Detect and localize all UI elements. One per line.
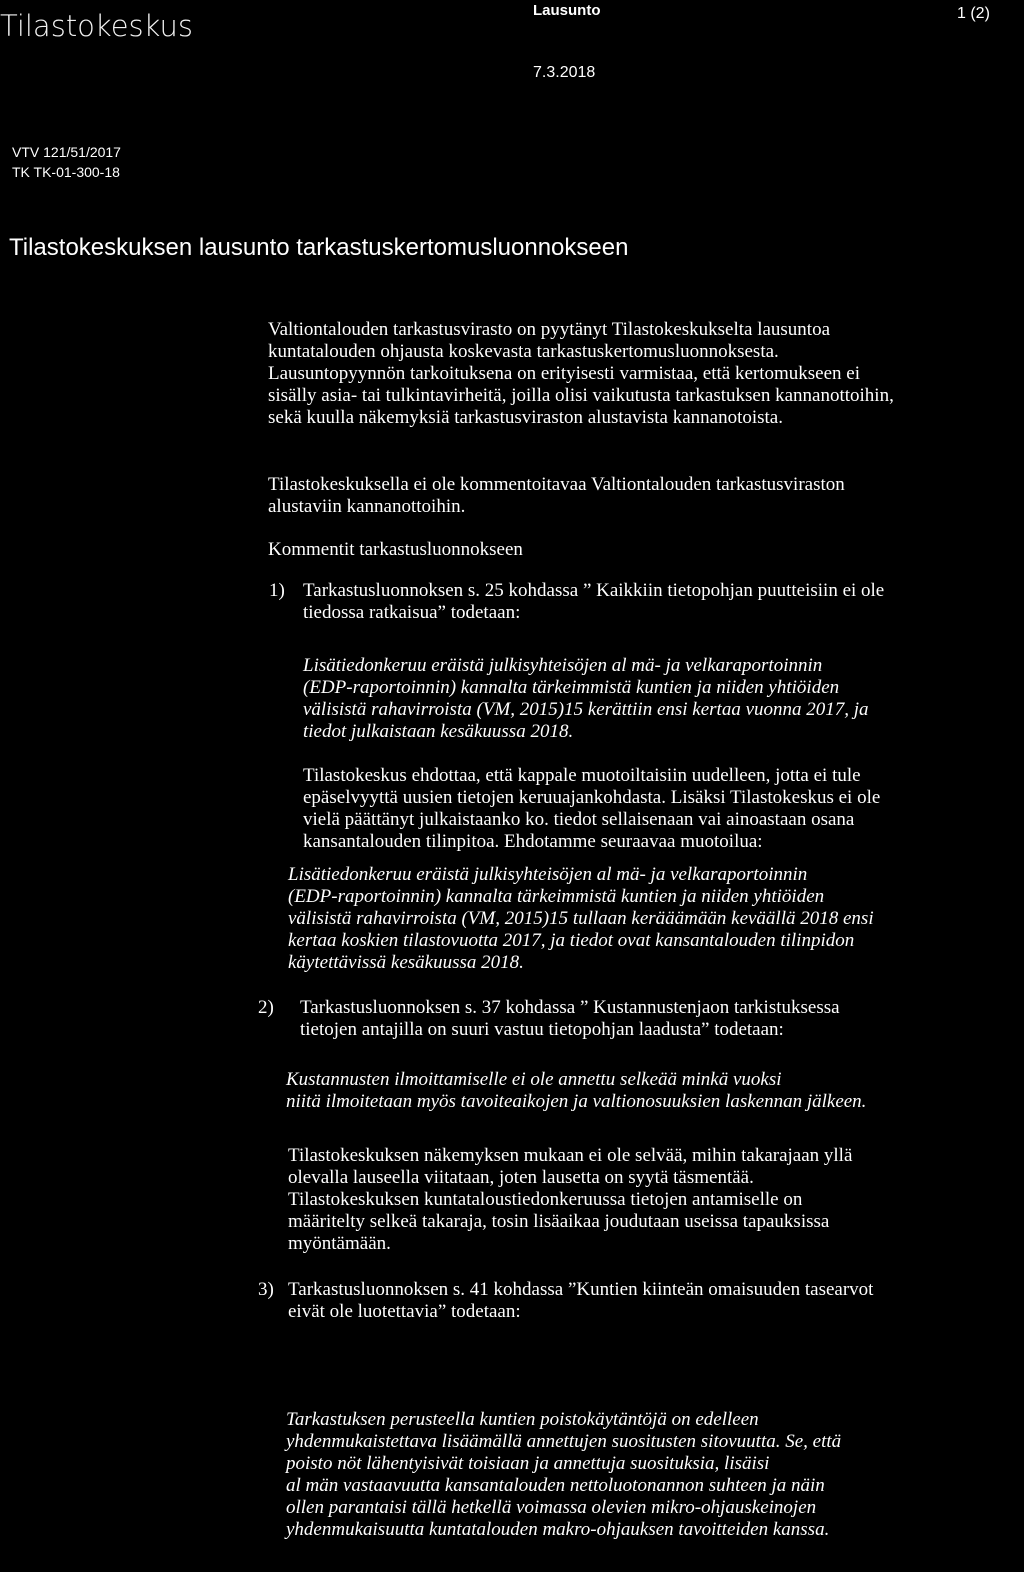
document-type: Lausunto bbox=[533, 2, 601, 19]
text-line: myöntämään. bbox=[288, 1233, 391, 1254]
item-quote bbox=[286, 1069, 866, 1113]
text-line: Lisätiedonkeruu eräistä julkisyhteisöjen al mä- ja velkaraportoinnin bbox=[303, 655, 823, 676]
reference-vtv: VTV 121/51/2017 bbox=[12, 144, 121, 160]
logo-text: Tilastokeskus bbox=[0, 9, 194, 43]
comments-heading: Kommentit tarkastusluonnokseen bbox=[268, 539, 523, 560]
item-intro bbox=[288, 1279, 873, 1323]
text-line: Tarkastusluonnoksen s. 37 kohdassa ” Kustannustenjaon tarkistuksessa bbox=[300, 997, 840, 1018]
item-number: 3) bbox=[258, 1279, 274, 1300]
document-date: 7.3.2018 bbox=[533, 64, 596, 81]
text-line: alustaviin kannanottoihin. bbox=[268, 496, 466, 517]
text-line: Tarkastuksen perusteella kuntien poistokäytäntöjä on edelleen bbox=[286, 1409, 759, 1430]
text-line: tiedot julkaistaan kesäkuussa 2018. bbox=[303, 721, 574, 742]
text-line: yhdenmukaisuutta kuntatalouden makro-ohjauksen tavoitteiden kanssa. bbox=[286, 1519, 830, 1540]
text-line: Kustannusten ilmoittamiselle ei ole annettu selkeää minkä vuoksi bbox=[286, 1069, 782, 1090]
item-number: 1) bbox=[269, 580, 285, 601]
item-quote bbox=[286, 1409, 841, 1541]
text-line: kansantalouden tilinpitoa. Ehdotamme seuraavaa muotoilua: bbox=[303, 831, 763, 852]
reference-tk: TK TK-01-300-18 bbox=[12, 164, 120, 180]
text-line: kertaa koskien tilastovuotta 2017, ja tiedot ovat kansantalouden tilinpidon bbox=[288, 930, 855, 951]
text-line: välisistä rahavirroista (VM, 2015)15 kerättiin ensi kertaa vuonna 2017, ja bbox=[303, 699, 869, 720]
text-line: käytettävissä kesäkuussa 2018. bbox=[288, 952, 524, 973]
text-line: välisistä rahavirroista (VM, 2015)15 tullaan kerääämään keväällä 2018 ensi bbox=[288, 908, 874, 929]
text-line: sisälly asia- tai tulkintavirheitä, joilla olisi vaikutusta tarkastuksen kannanottoihin, bbox=[268, 385, 894, 406]
text-line: epäselvyyttä uusien tietojen keruuajankohdasta. Lisäksi Tilastokeskus ei ole bbox=[303, 787, 881, 808]
text-line: (EDP-raportoinnin) kannalta tärkeimmistä kuntien ja niiden yhtiöiden bbox=[288, 886, 825, 907]
text-line: tiedossa ratkaisua” todetaan: bbox=[303, 602, 521, 623]
text-line: Lisätiedonkeruu eräistä julkisyhteisöjen al mä- ja velkaraportoinnin bbox=[288, 864, 808, 885]
text-line: ollen parantaisi tällä hetkellä voimassa olevien mikro-ohjauskeinojen bbox=[286, 1497, 817, 1518]
page-number: 1 (2) bbox=[957, 5, 990, 22]
text-line: Tilastokeskuksella ei ole kommentoitavaa Valtiontalouden tarkastusviraston bbox=[268, 474, 845, 495]
text-line: Valtiontalouden tarkastusvirasto on pyytänyt Tilastokeskukselta lausuntoa bbox=[268, 319, 831, 340]
text-line: eivät ole luotettavia” todetaan: bbox=[288, 1301, 521, 1322]
item-number: 2) bbox=[258, 997, 274, 1018]
item-quote bbox=[303, 655, 869, 743]
text-line: kuntatalouden ohjausta koskevasta tarkastuskertomusluonnoksesta. bbox=[268, 341, 779, 362]
text-line: Lausuntopyynnön tarkoituksena on erityisesti varmistaa, että kertomukseen ei bbox=[268, 363, 861, 384]
text-line: Tilastokeskuksen näkemyksen mukaan ei ole selvää, mihin takarajaan yllä bbox=[288, 1145, 853, 1166]
text-line: määritelty selkeä takaraja, tosin lisäaikaa joudutaan useissa tapauksissa bbox=[288, 1211, 830, 1232]
text-line: olevalla lauseella viitataan, joten lausetta on syytä täsmentää. bbox=[288, 1167, 754, 1188]
item-comment bbox=[288, 1145, 852, 1255]
document-title: Tilastokeskuksen lausunto tarkastuskertomusluonnokseen bbox=[9, 234, 629, 261]
item-intro bbox=[300, 997, 840, 1041]
intro-paragraph bbox=[268, 319, 1024, 429]
text-line: Tilastokeskuksen kuntataloustiedonkeruussa tietojen antamiselle on bbox=[288, 1189, 803, 1210]
text-line: poisto nöt lähentyisivät toisiaan ja annettuja suosituksia, lisäisi bbox=[286, 1453, 770, 1474]
text-line: vielä päättänyt julkaistaanko ko. tiedot sellaisenaan vai ainoastaan osana bbox=[303, 809, 855, 830]
item-quote bbox=[288, 864, 874, 974]
item-comment bbox=[303, 765, 880, 853]
item-intro bbox=[303, 580, 884, 624]
text-line: Tilastokeskus ehdottaa, että kappale muotoiltaisiin uudelleen, jotta ei tule bbox=[303, 765, 861, 786]
text-line: sekä kuulla näkemyksiä tarkastusviraston alustavista kannanotoista. bbox=[268, 407, 783, 428]
text-line: al män vastaavuutta kansantalouden nettoluotonannon suhteen ja näin bbox=[286, 1475, 825, 1496]
text-line: tietojen antajilla on suuri vastuu tietopohjan laadusta” todetaan: bbox=[300, 1019, 784, 1040]
text-line: niitä ilmoitetaan myös tavoiteaikojen ja valtionosuuksien laskennan jälkeen. bbox=[286, 1091, 867, 1112]
text-line: (EDP-raportoinnin) kannalta tärkeimmistä kuntien ja niiden yhtiöiden bbox=[303, 677, 840, 698]
no-comments-paragraph bbox=[268, 474, 845, 518]
text-line: yhdenmukaistettava lisäämällä annettujen suositusten sitovuutta. Se, että bbox=[286, 1431, 842, 1452]
text-line: Tarkastusluonnoksen s. 25 kohdassa ” Kaikkiin tietopohjan puutteisiin ei ole bbox=[303, 580, 885, 601]
text-line: Tarkastusluonnoksen s. 41 kohdassa ”Kuntien kiinteän omaisuuden tasearvot bbox=[288, 1279, 874, 1300]
